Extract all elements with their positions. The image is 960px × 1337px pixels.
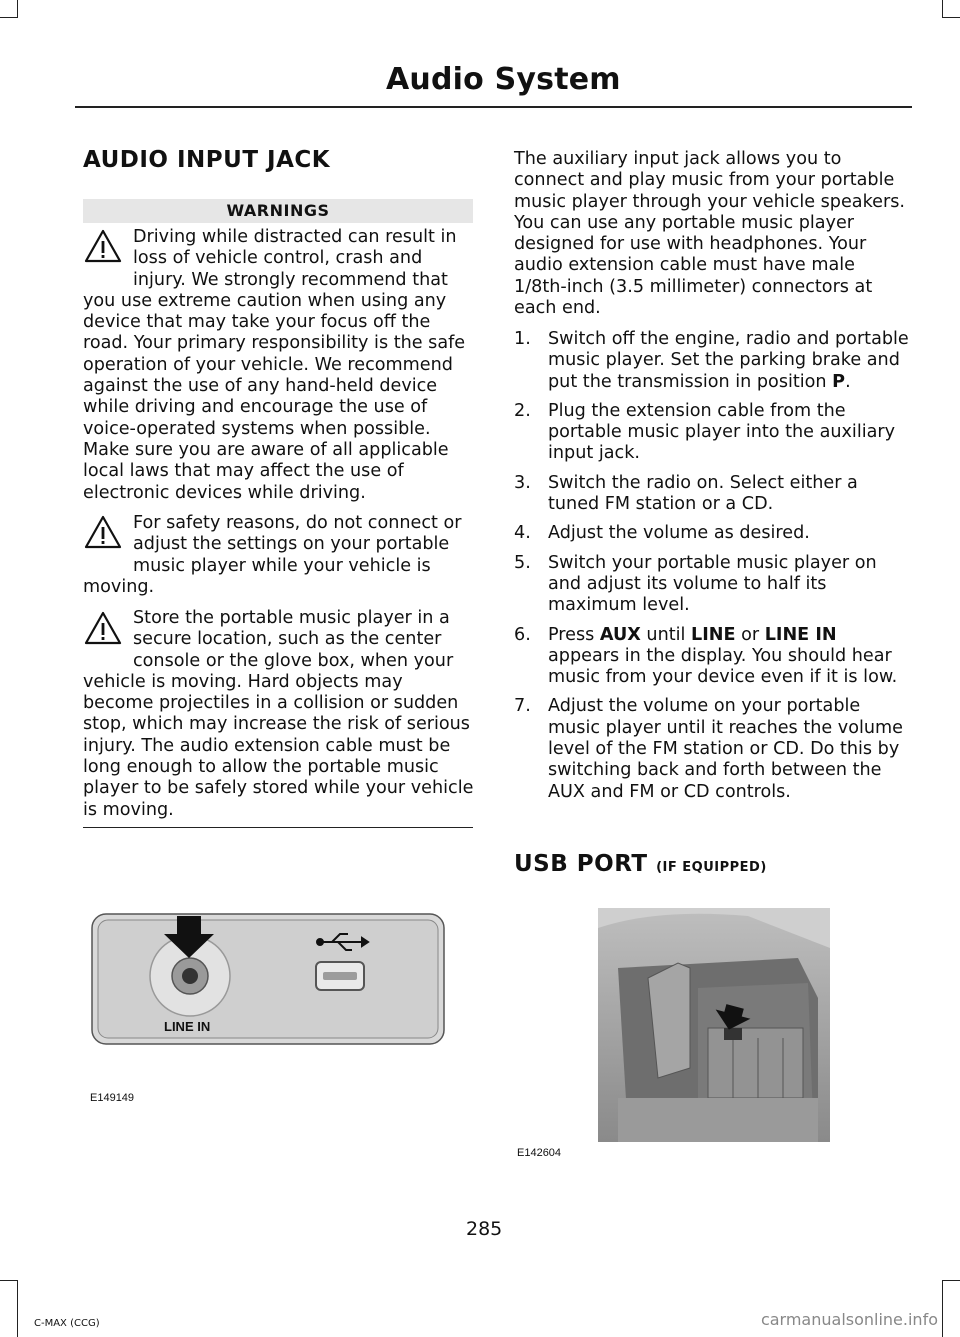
list-item <box>514 523 910 544</box>
usb-heading-suffix: (IF EQUIPPED) <box>656 860 767 875</box>
list-item <box>514 625 910 689</box>
warnings-header: WARNINGS <box>83 199 473 223</box>
section-heading-audio-input-jack: AUDIO INPUT JACK <box>83 147 331 173</box>
step-number: 4. <box>514 523 531 544</box>
step-text: Adjust the volume on your portable music player until it reaches the volume level of the FM station or CD. Do this by switching back and forth between the AUX and FM or CD controls. <box>548 696 903 802</box>
warning-text <box>83 608 475 821</box>
crop-mark <box>942 0 943 18</box>
warning-text-2: For safety reasons, do not connect or adjust the settings on your portable music player while your vehicle is moving. <box>83 513 462 597</box>
crop-mark <box>17 1280 18 1337</box>
instruction-list <box>514 329 910 811</box>
icon-spacer <box>83 513 133 575</box>
list-item <box>514 401 910 465</box>
step-number: 7. <box>514 696 531 717</box>
footer-model: C-MAX (CCG) <box>34 1318 100 1329</box>
step-emphasis: LINE IN <box>764 624 837 645</box>
icon-spacer <box>83 608 133 670</box>
step-number: 2. <box>514 400 531 421</box>
step-text: Switch your portable music player on and adjust its volume to half its maximum level. <box>548 552 877 616</box>
step-emphasis: LINE <box>691 624 736 645</box>
warning-text-1: Driving while distracted can result in loss of vehicle control, crash and injury. We strongly recommend that you use extreme caution when using any device that may take your focus off the road. Your primary responsibility is the safe operation of your vehicle. We recommend against the use of any hand-held device while driving and encourage the use of voice-operated systems when possible. Make sure you are aware of all applicable local laws that may affect the use of electronic devices while driving. <box>83 227 466 503</box>
page-title: Audio System <box>386 62 621 97</box>
crop-mark <box>0 1280 18 1281</box>
page-number: 285 <box>466 1218 503 1240</box>
step-emphasis: AUX <box>599 624 641 645</box>
intro-paragraph: The auxiliary input jack allows you to connect and play music from your portable music player through your vehicle speakers. You can use any portable music player designed for use with headphones. Your audio extension cable must have male 1/8th-inch (3.5 millimeter) connectors at each end. <box>514 149 905 319</box>
warning-text <box>83 513 475 598</box>
warnings-end-divider <box>83 827 473 828</box>
list-item <box>514 553 910 617</box>
icon-spacer <box>83 227 133 289</box>
step-text: until <box>640 624 692 645</box>
step-text: . <box>845 371 851 392</box>
arrow-down-icon <box>162 914 216 960</box>
step-text: Switch off the engine, radio and portable music player. Set the parking brake and put the transmission in position <box>548 329 909 392</box>
crop-mark <box>0 17 18 18</box>
step-text: Adjust the volume as desired. <box>548 523 810 544</box>
step-text: or <box>735 624 765 645</box>
watermark: carmanualsonline.info <box>760 1310 938 1329</box>
step-text: Switch the radio on. Select either a tuned FM station or a CD. <box>548 472 858 515</box>
list-item <box>514 696 910 802</box>
step-number: 6. <box>514 624 531 645</box>
step-text: Press <box>548 624 600 645</box>
section-heading-usb-port <box>514 851 767 877</box>
step-number: 3. <box>514 472 531 493</box>
warning-text <box>83 227 475 504</box>
list-item <box>514 329 910 393</box>
header-divider <box>75 106 912 108</box>
crop-mark <box>942 1280 943 1337</box>
usb-heading-text: USB PORT <box>514 851 648 877</box>
usb-port-console-figure <box>598 908 830 1142</box>
warning-text-3: Store the portable music player in a secure location, such as the center console or the glove box, when your vehicle is moving. Hard objects may become projectiles in a collision or sudden stop, which may increase the risk of serious injury. The audio extension cable must be long enough to allow the portable music player to be safely stored while your vehicle is moving. <box>83 608 474 820</box>
step-number: 1. <box>514 329 531 349</box>
step-emphasis: P <box>832 371 846 392</box>
crop-mark <box>17 0 18 18</box>
figure-code: E149149 <box>90 1092 135 1104</box>
step-text: appears in the display. You should hear music from your device even if it is low. <box>548 645 898 688</box>
figure-code: E142604 <box>517 1147 562 1159</box>
line-in-jack-figure <box>90 910 450 1050</box>
step-number: 5. <box>514 552 531 573</box>
line-in-label: LINE IN <box>164 1019 211 1034</box>
crop-mark <box>942 17 960 18</box>
step-text: Plug the extension cable from the portable music player into the auxiliary input jack. <box>548 400 896 464</box>
list-item <box>514 473 910 516</box>
crop-mark <box>942 1280 960 1281</box>
